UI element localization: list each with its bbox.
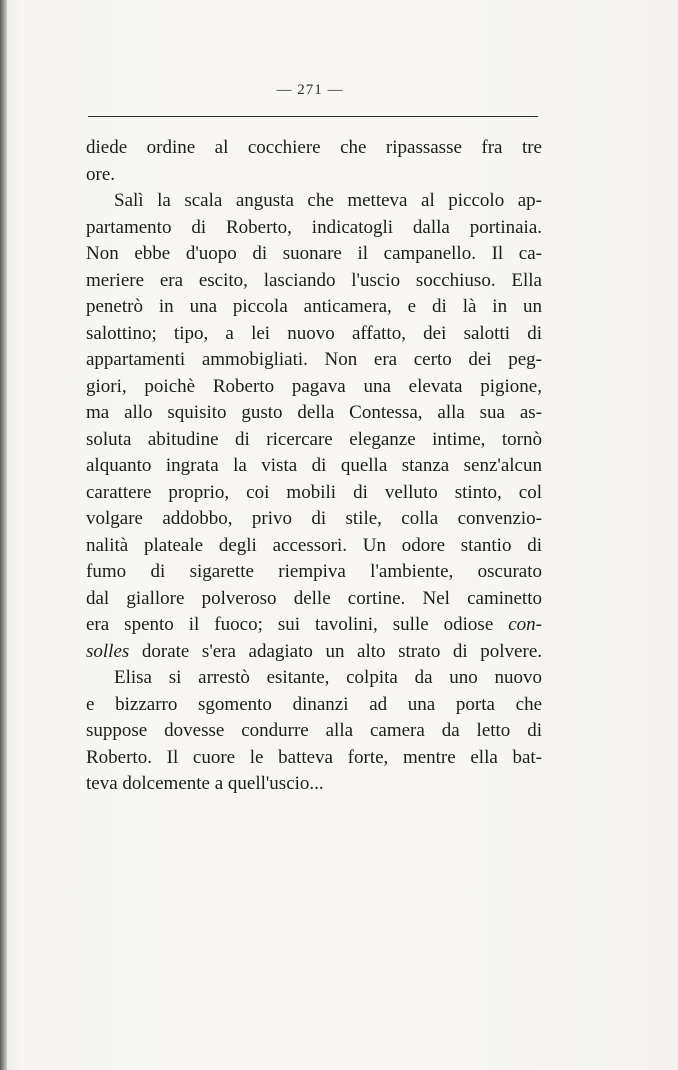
- text-line: ma allo squisito gusto della Contessa, alla sua as-: [86, 402, 542, 423]
- text-line: ore.: [86, 163, 116, 185]
- text-line: suppose dovesse condurre alla camera da letto di: [86, 720, 542, 741]
- text-line: era spento il fuoco; sui tavolini, sulle odiose con-: [86, 614, 542, 635]
- text-line: appartamenti ammobigliati. Non era certo dei peg-: [86, 349, 542, 370]
- text-line: fumo di sigarette riempiva l'ambiente, oscurato: [86, 561, 542, 582]
- text-line: alquanto ingrata la vista di quella stanza senz'alcun: [86, 455, 542, 476]
- text-line: teva dolcemente a quell'uscio...: [86, 773, 324, 794]
- body-text: [86, 135, 542, 798]
- text-line: penetrò in una piccola anticamera, e di là in un: [86, 296, 542, 317]
- text-line: solles dorate s'era adagiato un alto strato di polvere.: [86, 640, 542, 662]
- text-line: diede ordine al cocchiere che ripassasse fra tre: [86, 137, 542, 158]
- text-line: soluta abitudine di ricercare eleganze intime, tornò: [86, 428, 542, 450]
- text-line: Salì la scala angusta che metteva al piccolo ap-: [114, 190, 542, 211]
- text-line: carattere proprio, coi mobili di velluto stinto, col: [86, 481, 542, 503]
- text-line: Elisa si arrestò esitante, colpita da uno nuovo: [114, 667, 542, 688]
- text-line: Non ebbe d'uopo di suonare il campanello. Il ca-: [86, 243, 542, 264]
- text-line: giori, poichè Roberto pagava una elevata pigione,: [86, 375, 542, 397]
- page-spine-shadow: [0, 0, 7, 1070]
- page-number: — 271 —: [276, 82, 344, 98]
- text-line: volgare addobbo, privo di stile, colla convenzio-: [86, 508, 542, 529]
- text-line: meriere era escito, lasciando l'uscio socchiuso. Ella: [86, 269, 542, 291]
- text-line: salottino; tipo, a lei nuovo affatto, dei salotti di: [86, 322, 542, 344]
- text-line: partamento di Roberto, indicatogli dalla portinaia.: [86, 216, 542, 238]
- text-line: dal giallore polveroso delle cortine. Nel caminetto: [86, 587, 542, 609]
- text-line: nalità plateale degli accessori. Un odore stantio di: [86, 534, 542, 556]
- text-line: e bizzarro sgomento dinanzi ad una porta che: [86, 693, 542, 715]
- header-rule: [88, 116, 538, 117]
- text-line: Roberto. Il cuore le batteva forte, mentre ella bat-: [86, 746, 542, 768]
